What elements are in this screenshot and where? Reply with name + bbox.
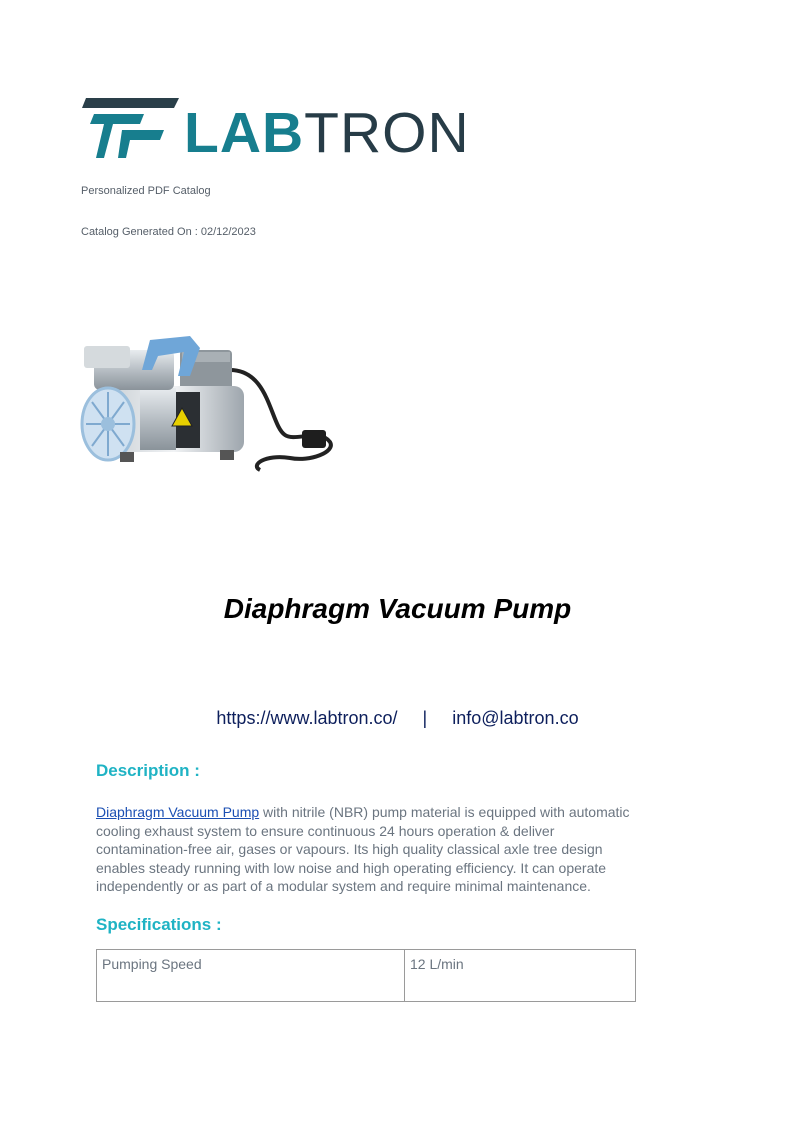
- catalog-label: Personalized PDF Catalog: [81, 185, 211, 197]
- specifications-heading: Specifications :: [96, 915, 222, 934]
- logo-wordmark-tron: TRON: [304, 101, 470, 165]
- specifications-table: [96, 949, 636, 1002]
- email-link[interactable]: info@labtron.co: [452, 708, 579, 728]
- description-body: with nitrile (NBR) pump material is equipped with automatic cooling exhaust system to ensure continuous 24 hours operation & deliver contamination-free air, gases or vapours. Its high quality classical axle tree design enables steady running with low noise and high operating efficiency. It can operate independently or as part of a modular system and require minimal maintenance.: [96, 804, 630, 895]
- contact-separator: |: [422, 708, 428, 728]
- table-row: [97, 950, 636, 1002]
- labtron-logo-mark-icon: [82, 96, 182, 162]
- labtron-logo: [82, 96, 470, 165]
- website-link[interactable]: https://www.labtron.co/: [216, 708, 398, 728]
- description-heading: Description :: [96, 761, 200, 780]
- diaphragm-vacuum-pump-photo: [80, 330, 336, 476]
- spec-value: 12 L/min: [405, 950, 636, 1002]
- spec-label: Pumping Speed: [97, 950, 405, 1002]
- contact-line: [0, 708, 795, 729]
- description-text: [96, 803, 641, 896]
- product-link[interactable]: Diaphragm Vacuum Pump: [96, 804, 260, 820]
- logo-wordmark: [184, 100, 470, 166]
- page-title: Diaphragm Vacuum Pump: [223, 593, 572, 624]
- logo-wordmark-lab: LAB: [184, 101, 305, 165]
- catalog-generated-date: Catalog Generated On : 02/12/2023: [81, 226, 256, 238]
